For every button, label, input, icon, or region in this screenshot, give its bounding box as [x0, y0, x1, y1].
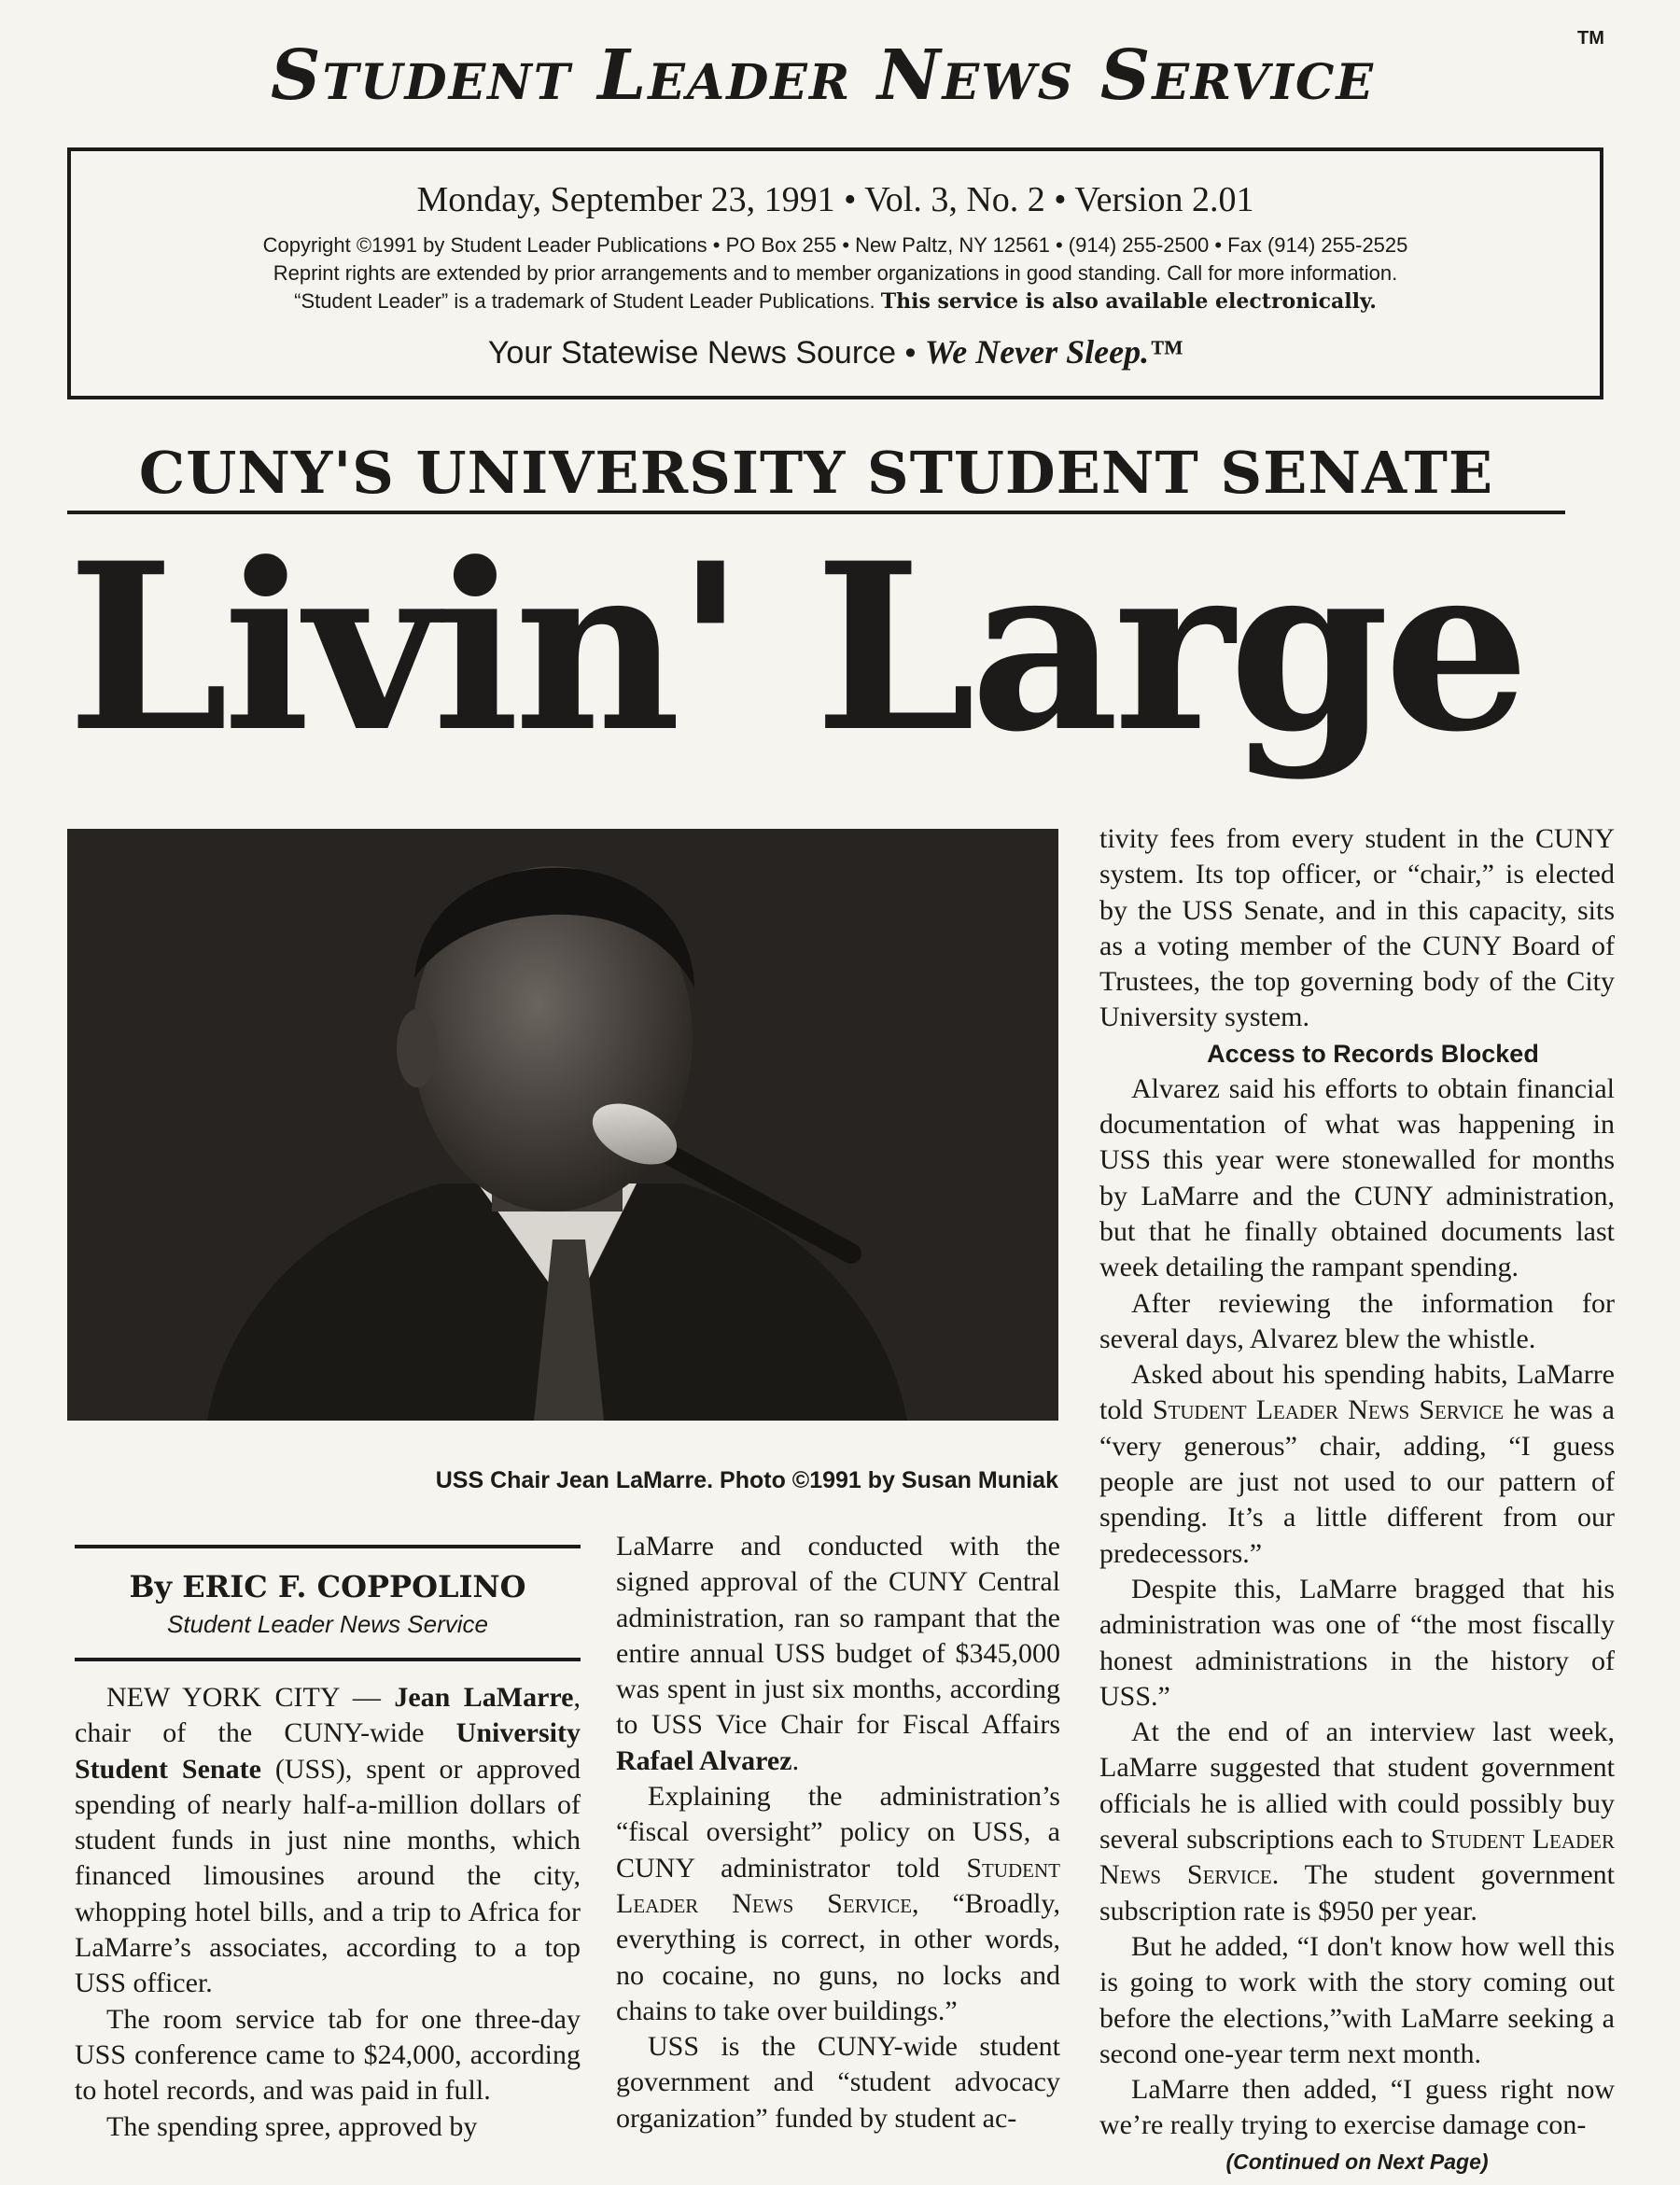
paragraph: The spending spree, approved by	[106, 2110, 478, 2142]
paragraph: Alvarez said his efforts to obtain financial documentation of what was happening in USS this year were stonewalled for months by LaMarre and the CUNY administration, but that he finally obtained documents last week detailing the rampant spending.	[1099, 1072, 1615, 1283]
paragraph-text: , chair of the CUNY-wide	[75, 1682, 581, 1749]
paragraph-text: he was a “very generous” chair, adding, “I guess people are just not used to our pattern of spending. It’s a little different from our predecessors.”	[1099, 1394, 1615, 1569]
paragraph-text: Explaining the administration’s “fiscal oversight” policy on USS, a CUNY administrator told	[616, 1781, 1060, 1884]
person-name: Rafael Alvarez	[616, 1744, 792, 1776]
paragraph	[75, 1680, 581, 2002]
paragraph: tivity fees from every student in the CUNY system. Its top officer, or “chair,” is elected by the USS Senate, and in this capacity, sits as a voting member of the CUNY Board of Trustees, the top governing body of the City University system.	[1099, 823, 1615, 1033]
masthead-trademark: TM	[1577, 28, 1604, 49]
article-column-2	[616, 1529, 1060, 2136]
article-photo	[67, 829, 1058, 1421]
paragraph-text: Asked about his spending habits, LaMarre told	[1099, 1359, 1615, 1426]
byline-box	[75, 1545, 581, 1661]
section-subhead: Access to Records Blocked	[1207, 1039, 1539, 1068]
photo-caption: USS Chair Jean LaMarre. Photo ©1991 by Susan Muniak	[435, 1467, 1058, 1493]
paragraph-text: .	[791, 1744, 800, 1776]
paragraph	[616, 1779, 1060, 2029]
paragraph: USS is the CUNY-wide student government and “student advocacy organization” funded by student ac-	[616, 2031, 1060, 2134]
paragraph: Despite this, LaMarre bragged that his administration was one of “the most fiscally honest administrations in the history of USS.”	[1099, 1573, 1615, 1712]
continued-notice: (Continued on Next Page)	[1225, 2149, 1489, 2174]
masthead-title: Student Leader News Service	[271, 35, 1376, 116]
byline-affiliation: Student Leader News Service	[167, 1610, 488, 1638]
dateline-text: NEW YORK CITY —	[106, 1682, 395, 1713]
paragraph	[1099, 1357, 1615, 1572]
copyright-notice	[71, 231, 1600, 315]
publication-name: Student Leader News Service	[616, 1852, 1060, 1919]
ear	[397, 1009, 438, 1087]
paragraph-text: LaMarre and conducted with the signed approval of the CUNY Central administration, ran so rampant that the entire annual USS budget of $345,000 was spent in just six months, according to USS Vice Chair for Fiscal Affairs	[616, 1531, 1060, 1741]
publication-name: Student Leader News Service	[1099, 1824, 1616, 1891]
publication-info-box	[67, 147, 1603, 399]
electronic-availability: This service is also available electronically.	[880, 289, 1377, 314]
article-headline: Livin' Large	[67, 513, 1525, 783]
slogan	[71, 332, 1600, 371]
paragraph-text: , “Broadly, everything is correct, in other words, no cocaine, no guns, no locks and chains to take over buildings.”	[616, 1887, 1060, 2026]
trademark-notice	[71, 287, 1600, 315]
paragraph	[616, 1529, 1060, 1779]
paragraph	[1099, 1715, 1615, 1929]
paragraph: After reviewing the information for several days, Alvarez blew the whistle.	[1099, 1287, 1615, 1354]
slogan-lead: Your Statewise News Source •	[487, 335, 917, 371]
paragraph-text: (USS), spent or approved spending of nearly half-a-million dollars of student funds in just nine months, which financed limousines around the city, whopping hotel bills, and a trip to Africa for LaMarre’s associates, according to a top USS officer.	[75, 1753, 581, 1999]
paragraph: The room service tab for one three-day USS conference came to $24,000, according to hotel records, and was paid in full.	[75, 2003, 581, 2107]
copyright-line: Copyright ©1991 by Student Leader Publications • PO Box 255 • New Paltz, NY 12561 • (914) 255-2500 • Fax (914) 255-2525	[262, 233, 1408, 257]
paragraph: But he added, “I don't know how well this is going to work with the story coming out before the elections,”with LaMarre seeking a second one-year term next month.	[1099, 1930, 1615, 2069]
byline: By ERIC F. COPPOLINO	[129, 1569, 526, 1604]
publication-name: Student Leader News Service	[1152, 1394, 1505, 1426]
paragraph-text: At the end of an interview last week, LaMarre suggested that student government officials he is allied with could possibly buy several subscriptions each to	[1099, 1716, 1615, 1856]
reprint-line: Reprint rights are extended by prior arrangements and to member organizations in good standing. Call for more information.	[273, 261, 1398, 285]
paragraph: LaMarre then added, “I guess right now we’re really trying to exercise damage con-	[1099, 2074, 1615, 2141]
paragraph-text: . The student government subscription rate is $950 per year.	[1099, 1859, 1615, 1926]
portrait-illustration	[67, 829, 1058, 1421]
article-column-1	[75, 1680, 581, 2145]
organization-name: University Student Senate	[75, 1717, 581, 1785]
trademark-line: “Student Leader” is a trademark of Student Leader Publications.	[294, 289, 875, 313]
person-name: Jean LaMarre	[394, 1682, 574, 1713]
issue-dateline: Monday, September 23, 1991 • Vol. 3, No. 2 • Version 2.01	[416, 180, 1254, 219]
article-column-3	[1099, 821, 1615, 2176]
slogan-emphasis: We Never Sleep.™	[924, 333, 1183, 371]
article-kicker: CUNY'S UNIVERSITY STUDENT SENATE	[67, 439, 1565, 514]
